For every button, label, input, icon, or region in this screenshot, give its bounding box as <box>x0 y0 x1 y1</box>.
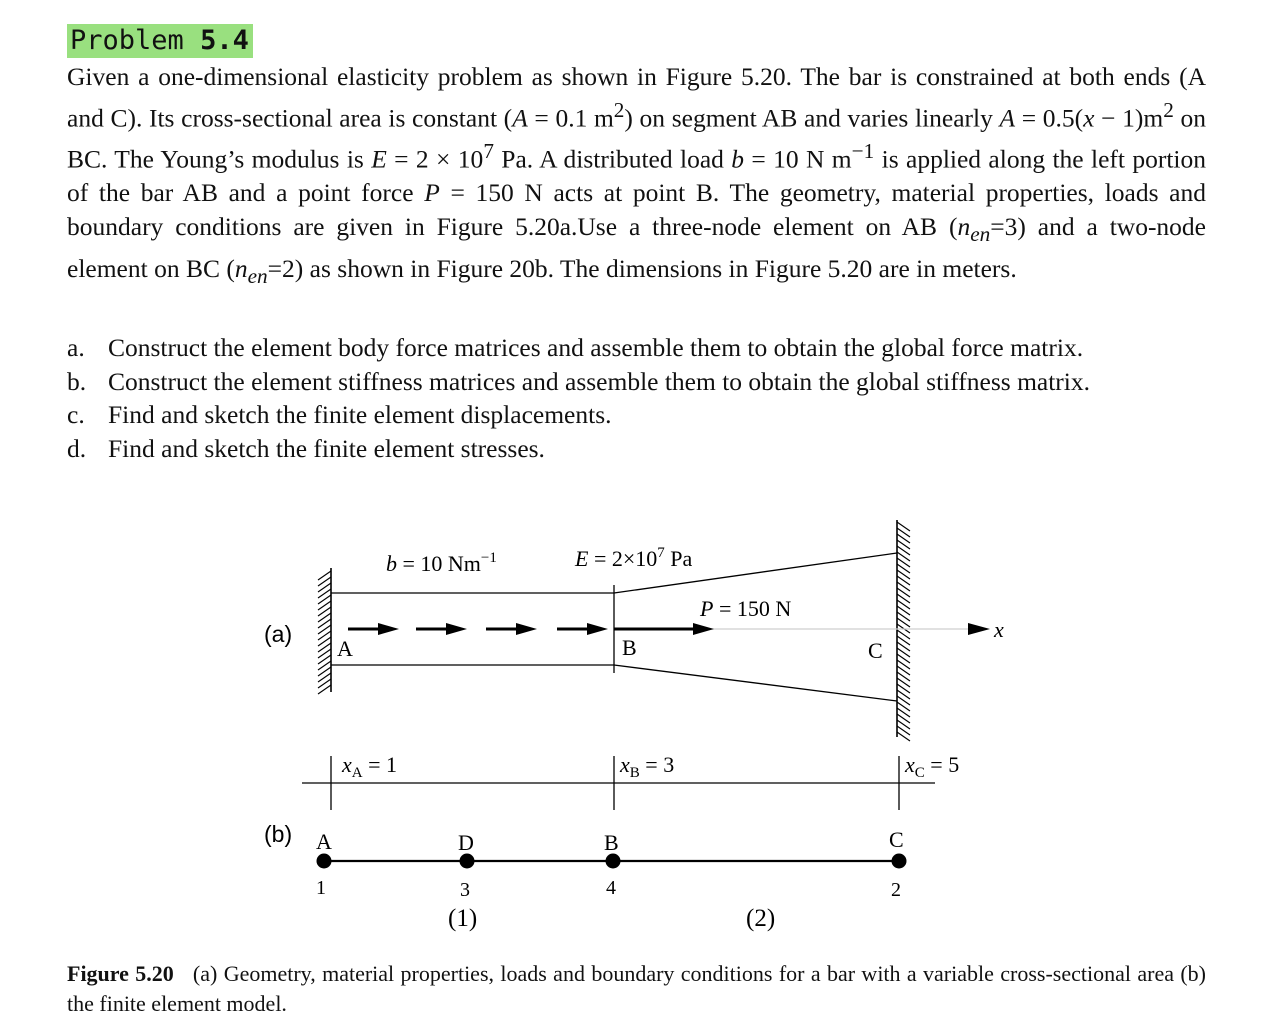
stmt-var-E: E <box>371 144 387 174</box>
left-wall-hatch <box>318 571 331 694</box>
stmt-text: =2) as shown in Figure 20b. The dimensions in Figure 5.20 are in meters. <box>267 253 1017 283</box>
figure-caption <box>67 959 1206 1019</box>
xb-label <box>619 752 674 781</box>
panel-a-label: (a) <box>264 621 293 647</box>
modulus-exp: 7 <box>657 545 665 561</box>
point-a-label: A <box>337 636 353 661</box>
stmt-var-b: b <box>731 144 745 174</box>
xb-sub: B <box>629 765 640 781</box>
stmt-text: =3) and a two-node element on BC ( <box>67 211 1207 283</box>
xb-val: = 3 <box>639 752 675 777</box>
load-arrow-head-icon <box>587 623 608 635</box>
load-b-exp: −1 <box>480 550 497 566</box>
point-b-label: B <box>622 635 637 660</box>
xa-var: x <box>342 752 352 777</box>
stmt-sup: 2 <box>613 97 625 122</box>
stmt-text: = 0.5( <box>1015 103 1084 133</box>
force-var: P <box>700 596 714 621</box>
load-arrow-head-icon <box>516 623 537 635</box>
stmt-text: ) on segment AB and varies linearly <box>624 103 1000 133</box>
xb-var: x <box>620 752 630 777</box>
xc-var: x <box>905 752 915 777</box>
list-marker: b. <box>67 366 87 396</box>
stmt-text: on BC. The Young’s modulus is <box>67 103 1207 174</box>
node-a <box>317 854 332 869</box>
list-text: Find and sketch the finite element stresses. <box>108 434 545 464</box>
modulus-unit: Pa <box>664 546 693 571</box>
stmt-text: = 10 N m <box>744 144 852 174</box>
stmt-var-x: x <box>1083 103 1095 133</box>
node-number-4: 4 <box>606 877 616 899</box>
node-number-3: 3 <box>460 879 470 901</box>
caption-label: Figure 5.20 <box>67 961 174 986</box>
stmt-sup: −1 <box>851 138 875 163</box>
node-d-label: D <box>458 830 474 855</box>
load-b-rest: = 10 Nm <box>397 551 481 576</box>
load-arrow-head-icon <box>378 623 399 635</box>
node-c-label: C <box>889 827 904 852</box>
point-c-label: C <box>868 638 883 663</box>
node-b <box>606 854 621 869</box>
load-arrow-head-icon <box>446 623 467 635</box>
list-text: Find and sketch the finite element displacements. <box>108 400 612 430</box>
stmt-sup: 2 <box>1163 97 1174 122</box>
problem-number: 5.4 <box>200 25 249 56</box>
caption-text: (a) Geometry, material properties, loads and boundary conditions for a bar with a variable cross-sectional area (b) the finite element model. <box>67 961 1207 1016</box>
load-b-var: b <box>386 551 397 576</box>
modulus-rest: = 2×10 <box>588 546 658 571</box>
stmt-text: Pa. A distributed load <box>493 144 732 174</box>
point-force-arrow-icon <box>693 623 714 635</box>
force-rest: = 150 N <box>713 596 792 621</box>
node-number-1: 1 <box>316 877 326 899</box>
element-1-label: (1) <box>448 905 478 932</box>
force-label <box>699 596 791 621</box>
stmt-sup: 7 <box>483 138 494 163</box>
modulus-var: E <box>575 546 589 571</box>
list-text: Construct the element stiffness matrices and assemble them to obtain the global stiffness matrix. <box>108 366 1091 396</box>
node-number-2: 2 <box>891 879 901 901</box>
problem-title-word: Problem <box>70 25 184 56</box>
stmt-sub-en: en <box>970 221 991 246</box>
stmt-text: = 2 × 10 <box>386 144 484 174</box>
xc-sub: C <box>914 765 925 781</box>
node-a-label: A <box>316 829 332 854</box>
node-c <box>892 854 907 869</box>
element-2-label: (2) <box>746 905 776 932</box>
stmt-var-A: A <box>512 103 528 133</box>
stmt-var-n: n <box>957 211 971 241</box>
list-marker: d. <box>67 434 87 464</box>
list-marker: c. <box>67 400 85 430</box>
list-marker: a. <box>67 333 85 362</box>
right-wall-hatch <box>897 522 910 741</box>
xa-label <box>341 752 397 781</box>
xc-val: = 5 <box>924 752 960 777</box>
stmt-text: = 0.1 m <box>527 103 614 133</box>
modulus-label <box>574 545 693 571</box>
axis-arrow-icon <box>968 623 990 635</box>
stmt-var-n: n <box>234 253 248 283</box>
bar-bottom-bc <box>614 665 897 701</box>
stmt-sub-en: en <box>247 263 268 288</box>
stmt-var-P: P <box>424 178 440 208</box>
xa-sub: A <box>351 765 363 781</box>
xc-label <box>904 752 959 781</box>
axis-x-label: x <box>994 617 1004 642</box>
panel-b-label: (b) <box>264 821 293 847</box>
node-d <box>460 854 475 869</box>
stmt-text: is applied along the left portion of the bar AB and a point force <box>67 144 1206 208</box>
stmt-text: Given a one-dimensional elasticity problem as shown in Figure 5.20. The bar is constrained at both ends (A and C). Its cross-sectional area is constant ( <box>67 62 1206 133</box>
load-b-label <box>386 550 497 576</box>
node-b-label: B <box>604 830 619 855</box>
xa-val: = 1 <box>362 752 398 777</box>
stmt-var-A: A <box>999 103 1016 133</box>
stmt-text: = 150 N acts at point B. The geometry, material properties, loads and boundary conditions are given in Figure 5.20a.Use a three-node element on AB ( <box>67 178 1206 241</box>
distributed-load-arrows <box>348 623 608 635</box>
list-text: Construct the element body force matrices and assemble them to obtain the global force matrix. <box>108 333 1084 362</box>
stmt-text: − 1)m <box>1094 103 1164 133</box>
